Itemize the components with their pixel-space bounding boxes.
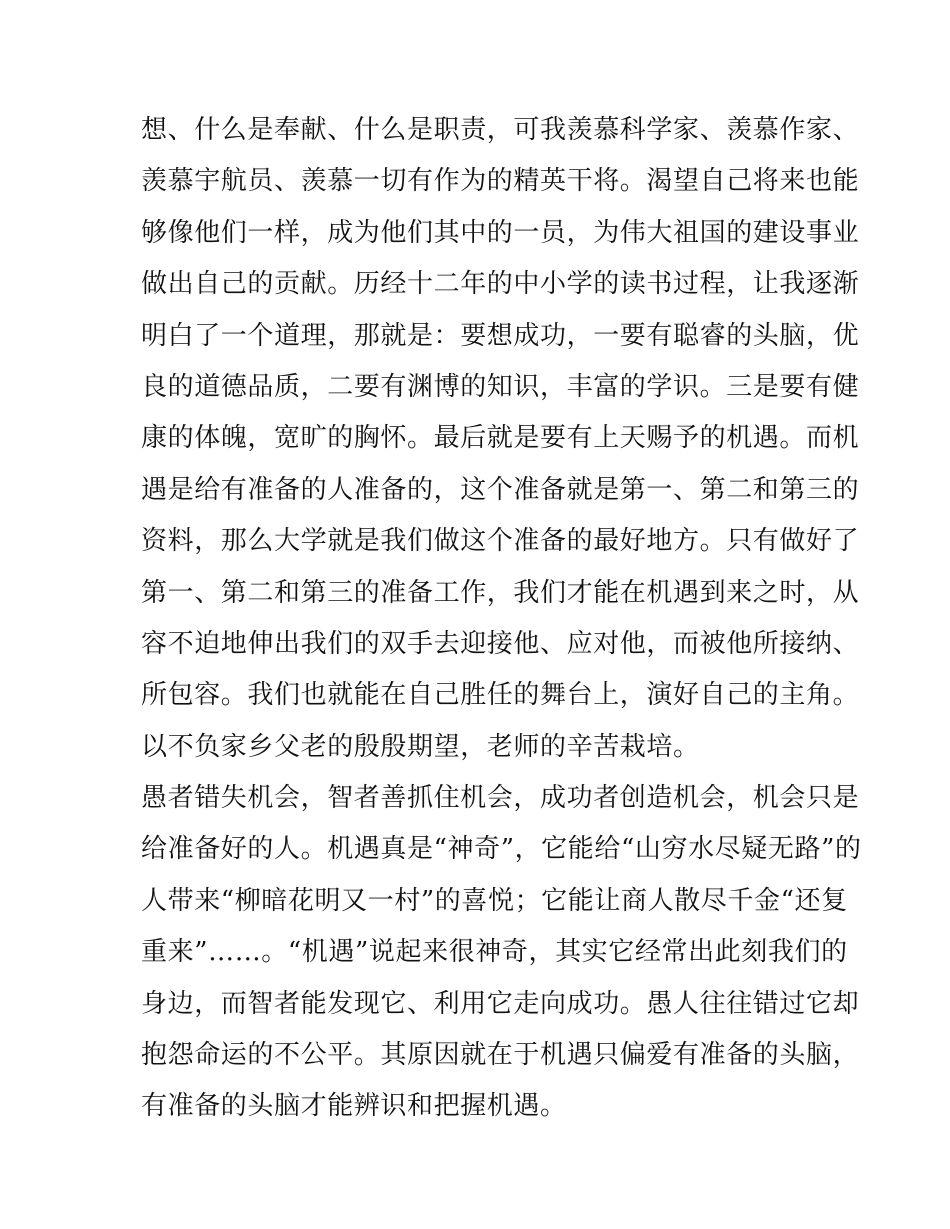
text-line: 身边，而智者能发现它、利用它走向成功。愚人往往错过它却	[141, 988, 860, 1019]
text-line: 做出自己的贡献。历经十二年的中小学的读书过程，让我逐渐	[141, 269, 860, 300]
text-line: 遇是给有准备的人准备的，这个准备就是第一、第二和第三的	[141, 474, 860, 505]
text-line: 羡慕宇航员、羡慕一切有作为的精英干将。渴望自己将来也能	[141, 166, 860, 197]
text-line: 重来”……。“机遇”说起来很神奇，其实它经常出此刻我们的	[141, 937, 848, 968]
text-line: 人带来“柳暗花明又一村”的喜悦；它能让商人散尽千金“还复	[141, 885, 848, 916]
text-line: 够像他们一样，成为他们其中的一员，为伟大祖国的建设事业	[141, 217, 860, 248]
text-line: 愚者错失机会，智者善抓住机会，成功者创造机会，机会只是	[141, 783, 860, 814]
text-line: 明白了一个道理，那就是：要想成功，一要有聪睿的头脑，优	[141, 320, 860, 351]
text-line: 所包容。我们也就能在自己胜任的舞台上，演好自己的主角。	[141, 680, 860, 711]
body-text	[141, 105, 862, 1133]
text-line: 康的体魄，宽旷的胸怀。最后就是要有上天赐予的机遇。而机	[141, 423, 860, 454]
text-line: 想、什么是奉献、什么是职责，可我羡慕科学家、羡慕作家、	[141, 115, 860, 145]
text-line: 抱怨命运的不公平。其原因就在于机遇只偏爱有准备的头脑，	[141, 1040, 860, 1071]
text-line: 良的道德品质，二要有渊博的知识，丰富的学识。三是要有健	[141, 371, 860, 402]
text-line: 资料，那么大学就是我们做这个准备的最好地方。只有做好了	[141, 526, 860, 557]
text-line: 以不负家乡父老的殷殷期望，老师的辛苦栽培。	[141, 731, 700, 762]
text-line: 给准备好的人。机遇真是“神奇”，它能给“山穷水尽疑无路”的	[141, 834, 862, 865]
text-line: 第一、第二和第三的准备工作，我们才能在机遇到来之时，从	[141, 577, 860, 608]
text-line: 容不迫地伸出我们的双手去迎接他、应对他，而被他所接纳、	[141, 628, 860, 659]
text-line: 有准备的头脑才能辨识和把握机遇。	[141, 1091, 567, 1122]
